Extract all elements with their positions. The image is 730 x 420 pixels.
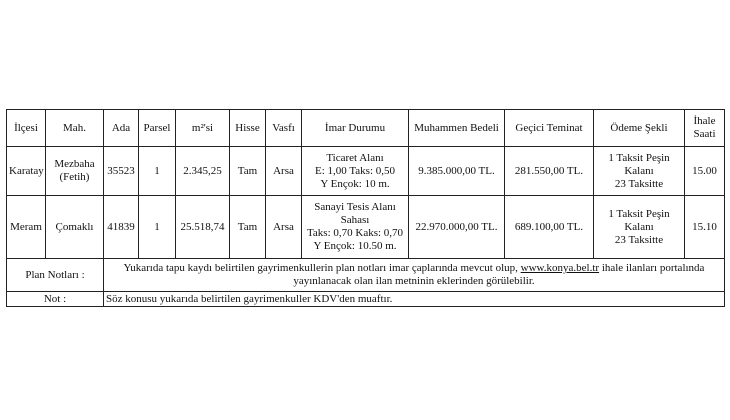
cell-muhammen-bedeli: 22.970.000,00 TL. [409, 196, 505, 259]
cell-imar-durumu: Sanayi Tesis Alanı Sahası Taks: 0,70 Kaks: 0,70 Y Ençok: 10.50 m. [302, 196, 409, 259]
header-imar-durumu: İmar Durumu [302, 110, 409, 147]
plan-notes-text-after: ihale ilanları portalında yayınlanacak olan ilan metninin eklerinden görülebilir. [293, 262, 705, 287]
table-row [7, 196, 725, 259]
header-ilce: İlçesi [7, 110, 46, 147]
cell-ada: 35523 [104, 147, 139, 196]
cell-mahalle: Çomaklı [46, 196, 104, 259]
cell-m2: 2.345,25 [176, 147, 230, 196]
header-parsel: Parsel [139, 110, 176, 147]
cell-parsel: 1 [139, 147, 176, 196]
header-m2: m²'si [176, 110, 230, 147]
cell-ihale-saati: 15.10 [685, 196, 725, 259]
note-label: Not : [7, 292, 104, 307]
cell-parsel: 1 [139, 196, 176, 259]
cell-gecici-teminat: 689.100,00 TL. [505, 196, 594, 259]
cell-odeme-sekli: 1 Taksit Peşin Kalanı 23 Taksitte [594, 147, 685, 196]
cell-vasif: Arsa [266, 147, 302, 196]
note-text: Söz konusu yukarıda belirtilen gayrimenkuller KDV'den muaftır. [104, 292, 725, 307]
cell-hisse: Tam [230, 147, 266, 196]
header-hisse: Hisse [230, 110, 266, 147]
cell-m2: 25.518,74 [176, 196, 230, 259]
note-row [7, 292, 725, 307]
header-gecici-teminat: Geçici Teminat [505, 110, 594, 147]
header-mahalle: Mah. [46, 110, 104, 147]
cell-ihale-saati: 15.00 [685, 147, 725, 196]
header-vasif: Vasfı [266, 110, 302, 147]
cell-odeme-sekli: 1 Taksit Peşin Kalanı 23 Taksitte [594, 196, 685, 259]
cell-imar-durumu: Ticaret Alanı E: 1,00 Taks: 0,50 Y Ençok: 10 m. [302, 147, 409, 196]
header-muhammen-bedeli: Muhammen Bedeli [409, 110, 505, 147]
auction-table [6, 109, 725, 307]
cell-hisse: Tam [230, 196, 266, 259]
konya-bel-link[interactable]: www.konya.bel.tr [520, 262, 600, 274]
plan-notes-row [7, 259, 725, 292]
plan-notes-label: Plan Notları : [7, 259, 104, 292]
header-ihale-saati: İhale Saati [685, 110, 725, 147]
plan-notes-text [104, 259, 725, 292]
table-row [7, 147, 725, 196]
cell-ilce: Meram [7, 196, 46, 259]
header-ada: Ada [104, 110, 139, 147]
cell-muhammen-bedeli: 9.385.000,00 TL. [409, 147, 505, 196]
plan-notes-text-before: Yukarıda tapu kaydı belirtilen gayrimenkullerin plan notları imar çaplarında mevcut olup, [123, 262, 521, 274]
cell-ilce: Karatay [7, 147, 46, 196]
header-row [7, 110, 725, 147]
header-odeme-sekli: Ödeme Şekli [594, 110, 685, 147]
cell-mahalle: Mezbaha (Fetih) [46, 147, 104, 196]
cell-gecici-teminat: 281.550,00 TL. [505, 147, 594, 196]
cell-vasif: Arsa [266, 196, 302, 259]
cell-ada: 41839 [104, 196, 139, 259]
